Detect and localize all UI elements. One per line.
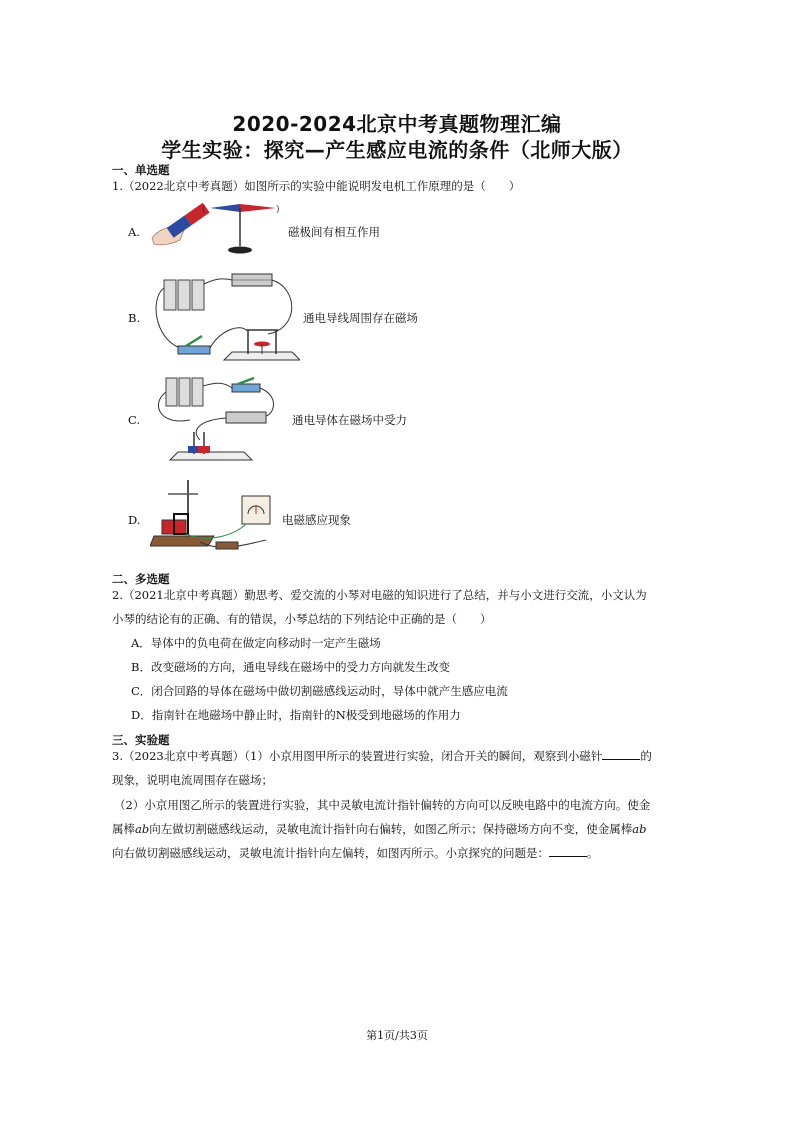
option-c-caption: 通电导体在磁场中受力 — [292, 413, 407, 427]
option-a-letter: A. — [128, 225, 140, 239]
question-2-stem-line2: 小琴的结论有的正确、有的错误，小琴总结的下列结论中正确的是（ ） — [112, 612, 492, 626]
option-a-caption: 磁极间有相互作用 — [288, 225, 380, 239]
figure-c-motor-principle — [150, 374, 285, 466]
figure-a-magnet-needle — [150, 196, 282, 258]
answer-blank — [549, 845, 587, 857]
section-multiple-choice: 二、多选题 — [112, 572, 170, 586]
answer-blank — [602, 748, 640, 760]
figure-d-induction-setup — [150, 474, 280, 556]
question-source: （2022北京中考真题） — [122, 179, 245, 193]
option-b-caption: 通电导线周围存在磁场 — [303, 311, 418, 325]
section-experiment: 三、实验题 — [112, 733, 170, 747]
question-1-stem — [112, 178, 687, 194]
question-3-part1-line1 — [112, 748, 687, 764]
question-3-part2-line3 — [112, 845, 687, 861]
question-3-part1-line2: 现象，说明电流周围存在磁场； — [112, 773, 273, 787]
choice-c: C．闭合回路的导体在磁场中做切割磁感线运动时，导体中就产生感应电流 — [131, 684, 508, 698]
rod-label: ab — [135, 822, 150, 836]
svg-text:(: ( — [202, 205, 206, 215]
question-text: 勤思考、爱交流的小琴对电磁的知识进行了总结，并与小文进行交流，小文认为 — [244, 588, 647, 602]
text: 属棒 — [112, 822, 135, 836]
choice-a: A．导体中的负电荷在做定向移动时一定产生磁场 — [131, 636, 381, 650]
question-2-stem-line1 — [112, 587, 687, 603]
option-b-letter: B. — [128, 311, 141, 325]
question-source: （2023北京中考真题） — [122, 749, 245, 763]
question-number: 2. — [112, 588, 123, 602]
question-source: （2021北京中考真题） — [122, 588, 245, 602]
question-text: （1）小京用图甲所示的装置进行实验，闭合开关的瞬间，观察到小磁针 — [244, 749, 603, 763]
choice-b: B．改变磁场的方向，通电导线在磁场中的受力方向就发生改变 — [131, 660, 450, 674]
option-c-letter: C. — [128, 413, 141, 427]
page-title: 2020-2024北京中考真题物理汇编 — [232, 112, 562, 136]
question-number: 1. — [112, 179, 123, 193]
question-3-part2-line1: （2）小京用图乙所示的装置进行实验，其中灵敏电流计指针偏转的方向可以反映电路中的电流方向。使金 — [114, 798, 651, 812]
figure-b-oersted-circuit — [150, 268, 300, 364]
text: 。 — [587, 846, 599, 860]
question-text: 如图所示的实验中能说明发电机工作原理的是（ ） — [244, 179, 521, 193]
question-number: 3. — [112, 749, 123, 763]
section-single-choice: 一、单选题 — [112, 163, 170, 177]
question-3-part2-line2 — [112, 821, 687, 837]
choice-d: D．指南针在地磁场中静止时，指南针的N极受到地磁场的作用力 — [131, 708, 461, 722]
option-d-caption: 电磁感应现象 — [282, 513, 351, 527]
text: 向右做切割磁感线运动，灵敏电流计指针向左偏转，如图丙所示。小京探究的问题是： — [112, 846, 549, 860]
option-d-letter: D. — [128, 513, 141, 527]
page-footer: 第1页/共3页 — [366, 1029, 428, 1042]
page-subtitle: 学生实验：探究—产生感应电流的条件（北师大版） — [161, 138, 633, 162]
text: 向左做切割磁感线运动，灵敏电流计指针向右偏转，如图乙所示；保持磁场方向不变，使金属棒 — [149, 822, 633, 836]
svg-text:): ) — [276, 205, 280, 215]
question-text-tail: 的 — [640, 749, 652, 763]
rod-label: ab — [632, 822, 647, 836]
